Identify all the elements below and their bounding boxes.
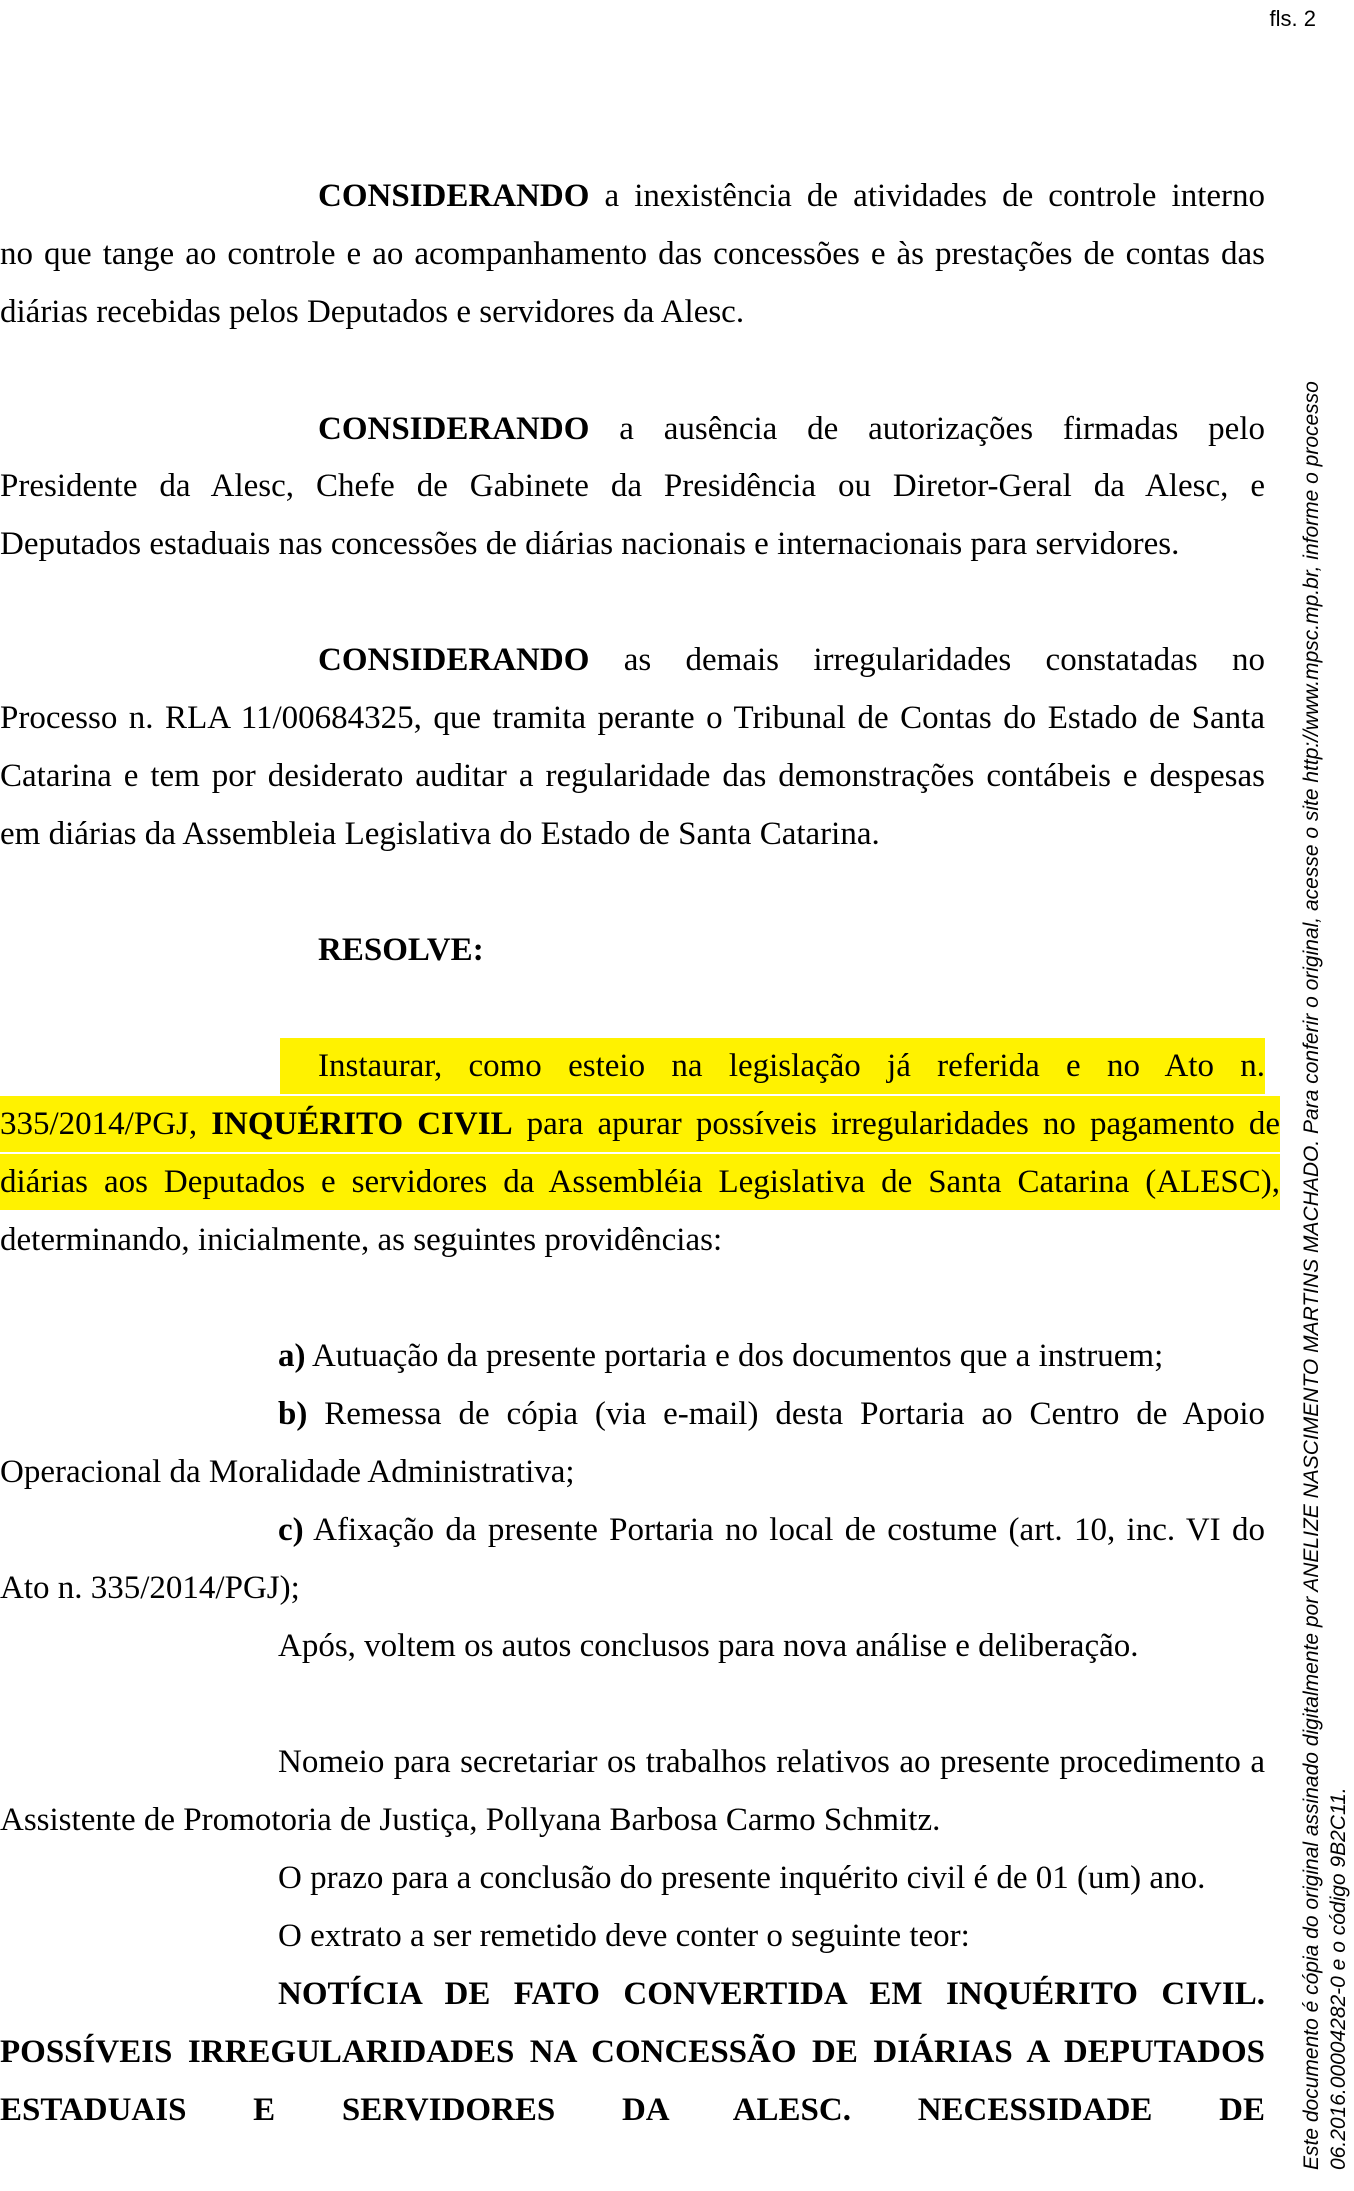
p1-line1: [0, 168, 1265, 224]
item-c: [278, 1502, 1265, 1558]
digital-signature-note: [1298, 240, 1352, 2170]
p3-line3: Catarina e tem por desiderato auditar a regularidade das demonstrações contábeis e despesas: [0, 758, 1265, 794]
p3-line4: em diárias da Assembleia Legislativa do Estado de Santa Catarina.: [0, 816, 880, 852]
item-c-text: Afixação da presente Portaria no local de costume (art. 10, inc. VI do: [313, 1512, 1265, 1548]
p3-line2: Processo n. RLA 11/00684325, que tramita perante o Tribunal de Contas do Estado de Santa: [0, 700, 1265, 736]
p1-line2: no que tange ao controle e ao acompanhamento das concessões e às prestações de contas das: [0, 236, 1265, 272]
p1-line3: diárias recebidas pelos Deputados e servidores da Alesc.: [0, 294, 745, 330]
considerando-label: CONSIDERANDO: [318, 411, 590, 447]
p2-line1-text: a ausência de autorizações firmadas pelo: [619, 411, 1265, 447]
p4-line2: [0, 1096, 1280, 1152]
p5-line3: O prazo para a conclusão do presente inquérito civil é de 01 (um) ano.: [278, 1860, 1206, 1896]
extract-line1: NOTÍCIA DE FATO CONVERTIDA EM INQUÉRITO CIVIL.: [278, 1976, 1265, 2012]
after-items: Após, voltem os autos conclusos para nova análise e deliberação.: [278, 1628, 1139, 1664]
p1-line1-text: a inexistência de atividades de controle interno: [604, 178, 1266, 214]
item-a-text: Autuação da presente portaria e dos documentos que a instruem;: [311, 1338, 1164, 1374]
p2-line3: Deputados estaduais nas concessões de diárias nacionais e internacionais para servidores.: [0, 526, 1180, 562]
p3-line1-text: as demais irregularidades constatadas no: [623, 642, 1265, 678]
p2-line1: [0, 401, 1265, 457]
item-a: [278, 1328, 1265, 1384]
page-number: fls. 2: [1269, 6, 1316, 31]
item-b-text: Remessa de cópia (via e-mail) desta Portaria ao Centro de Apoio: [324, 1396, 1265, 1432]
p2-line2: Presidente da Alesc, Chefe de Gabinete da Presidência ou Diretor-Geral da Alesc, e: [0, 468, 1265, 504]
considerando-label: CONSIDERANDO: [318, 178, 590, 214]
inquerito-civil-label: INQUÉRITO CIVIL: [211, 1106, 513, 1142]
p4-line2-start: 335/2014/PGJ,: [0, 1106, 198, 1142]
p5-line4: O extrato a ser remetido deve conter o seguinte teor:: [278, 1918, 970, 1954]
signature-note-line2: 06.2016.00004282-0 e o código 9B2C11.: [1327, 1787, 1350, 2170]
p5-line1: Nomeio para secretariar os trabalhos relativos ao presente procedimento a: [278, 1744, 1265, 1780]
p4-line3: diárias aos Deputados e servidores da Assembléia Legislativa de Santa Catarina (ALESC),: [0, 1154, 1280, 1210]
item-b-label: b): [278, 1396, 308, 1432]
resolve-heading: RESOLVE:: [318, 932, 484, 968]
extract-line2: POSSÍVEIS IRREGULARIDADES NA CONCESSÃO DE DIÁRIAS A DEPUTADOS: [0, 2034, 1265, 2070]
p4-line1: Instaurar, como esteio na legislação já referida e no Ato n.: [318, 1048, 1265, 1084]
p3-line1: [0, 632, 1265, 688]
p5-line2: Assistente de Promotoria de Justiça, Pollyana Barbosa Carmo Schmitz.: [0, 1802, 941, 1838]
item-c-cont: Ato n. 335/2014/PGJ);: [0, 1570, 300, 1606]
item-b-cont: Operacional da Moralidade Administrativa;: [0, 1454, 575, 1490]
considerando-label: CONSIDERANDO: [318, 642, 590, 678]
p4-line1-highlight: [280, 1038, 1265, 1094]
item-c-label: c): [278, 1512, 304, 1548]
extract-line3: ESTADUAIS E SERVIDORES DA ALESC. NECESSIDADE DE: [0, 2092, 1265, 2128]
p4-line2-end: para apurar possíveis irregularidades no pagamento de: [526, 1106, 1280, 1142]
signature-note-line1: Este documento é cópia do original assinado digitalmente por ANELIZE NASCIMENTO MARTINS MACHADO. Para conferir o original, acesse o site http://www.mpsc.mp.br, informe o processo: [1300, 381, 1323, 2170]
p4-line1-wrap: [280, 1038, 1265, 1094]
item-a-label: a): [278, 1338, 306, 1374]
item-b: [278, 1386, 1265, 1442]
p4-line4: determinando, inicialmente, as seguintes providências:: [0, 1222, 723, 1258]
